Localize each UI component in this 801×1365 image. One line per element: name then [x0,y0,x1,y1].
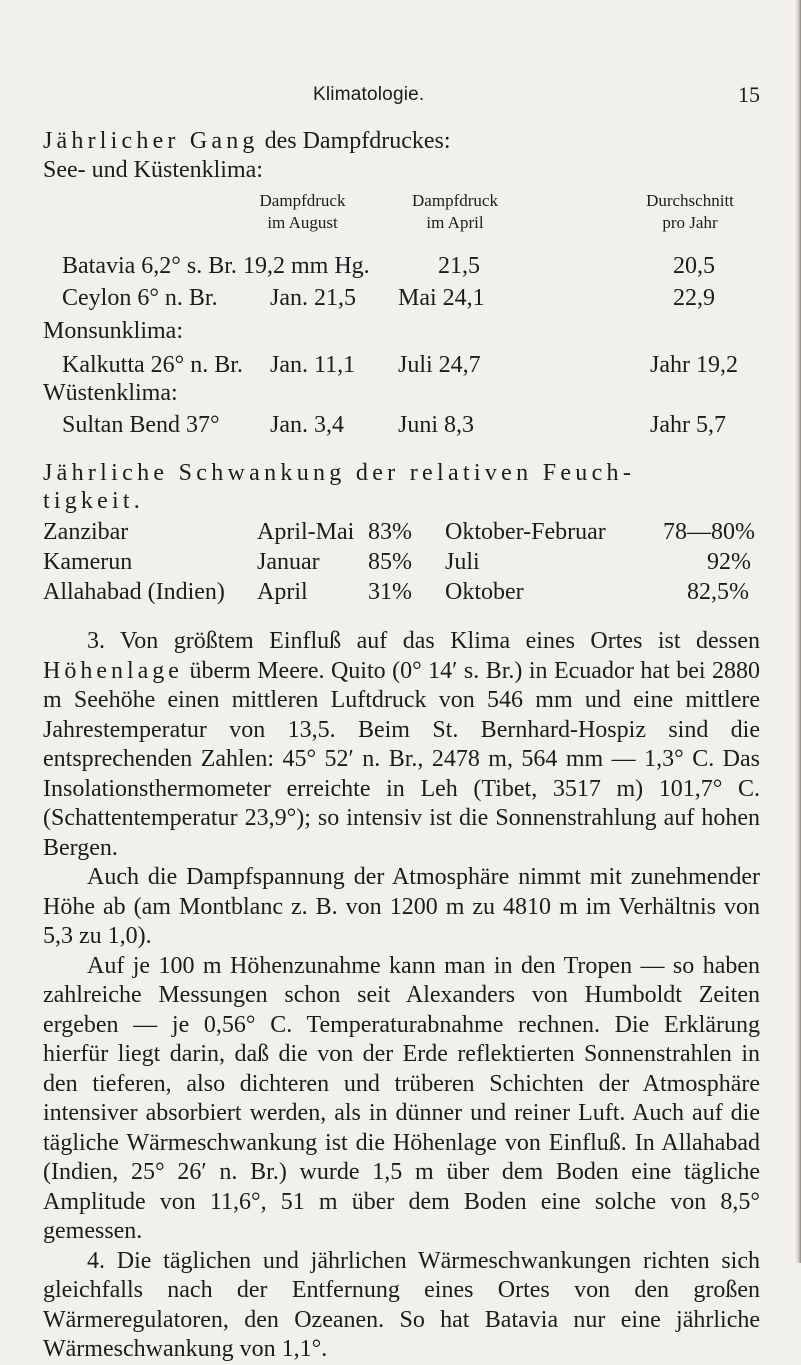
table-row-place: Ceylon 6° n. Br. [62,285,218,311]
body-text [43,627,760,1365]
table-row-place: Kalkutta 26° n. Br. [62,352,243,378]
section1-title [43,128,451,155]
table-cell: 22,9 [673,285,715,311]
table-cell: Jahr 5,7 [650,412,726,438]
table-cell: Jan. 21,5 [270,285,356,311]
section1-subtitle: See- und Küstenklima: [43,157,263,183]
group-label-desert: Wüstenklima: [43,380,178,406]
table-cell: Juli 24,7 [398,352,481,378]
table-cell: Jan. 3,4 [270,412,344,438]
humidity-month: Juli [445,549,480,575]
group-label-monsoon: Monsunklima: [43,318,184,344]
humidity-place: Allahabad (Indien) [43,579,225,605]
table-row-place: Batavia 6,2° s. Br. [62,253,237,279]
humidity-value: 78—80% [663,519,755,545]
paragraph-hoehenzunahme: Auf je 100 m Höhenzunahme kann man in den Tropen — so haben zahlreiche Messungen schon seit Alexanders von Humboldt Zeiten ergeben — je 0,56° C. Temperaturabnahme rechnen. Die Erklärung hierfür liegt darin, daß die von der Erde reflektierten Sonnenstrahlen in den tieferen, also dichteren und trüberen Schichten der Atmosphäre intensiver absorbiert werden, als in dünner und reiner Luft. Auch auf die tägliche Wärmeschwankung ist die Höhenlage von Einfluß. In Allahabad (Indien, 25° 26′ n. Br.) wurde 1,5 m über dem Boden eine tägliche Amplitude von 11,6°, 51 m über dem Boden eine solche von 8,5° gemessen. [43,952,760,1244]
humidity-month: April [257,579,308,605]
col-header-average: Durchschnitt pro Jahr [646,191,734,232]
humidity-value: 92% [707,549,751,575]
humidity-place: Kamerun [43,549,133,575]
table-row-place: Sultan Bend 37° [62,412,220,438]
humidity-month: April-Mai [257,519,355,545]
section1-title-rest: des Dampfdruckes: [264,128,451,154]
table-cell: 20,5 [673,253,715,279]
humidity-month: Oktober [445,579,524,605]
col-header-august: Dampfdruck im August [259,191,346,232]
col-header-april: Dampfdruck im April [412,191,498,232]
section2-title-line1: Jährliche Schwankung der relativen Feuch- [43,460,636,486]
humidity-month: Januar [257,549,320,575]
emphasis-hoehenlage: Höhenlage [43,657,183,684]
table-cell: Jan. 11,1 [270,352,356,378]
humidity-value: 82,5% [687,579,749,605]
table-cell: Mai 24,1 [398,285,485,311]
page-number: 15 [738,82,760,107]
page-edge-shadow [795,0,801,1263]
table-cell: 19,2 mm Hg. [243,253,370,279]
humidity-month: Oktober-Februar [445,519,606,545]
table-cell: Juni 8,3 [398,412,475,438]
humidity-value: 83% [368,519,412,545]
humidity-value: 31% [368,579,412,605]
paragraph-3: 3. Von größtem Einfluß auf das Klima eines Ortes ist dessen Höhenlage überm Meere. Quito (0° 14′ s. Br.) in Ecuador hat bei 2880 m Seehöhe einen mittleren Luftdruck von 546 mm und eine mittlere Jahrestemperatur von 13,5. Beim St. Bernhard-Hospiz sind die entsprechenden Zahlen: 45° 52′ n. Br., 2478 m, 564 mm — 1,3° C. Das Insolationsthermometer erreichte in Leh (Tibet, 3517 m) 101,7° C. (Schattentemperatur 23,9°); so intensiv ist die Sonnenstrahlung auf hohen Bergen. [43,628,760,861]
humidity-place: Zanzibar [43,519,129,545]
humidity-value: 85% [368,549,412,575]
section1-title-spaced: Jährlicher Gang [43,128,259,154]
table-cell: Jahr 19,2 [650,352,738,378]
paragraph-4: 4. Die täglichen und jährlichen Wärmeschwankungen richten sich gleichfalls nach der Entfernung eines Ortes von den großen Wärmeregulatoren, den Ozeanen. So hat Batavia nur eine jährliche Wärmeschwankung von 1,1°. [43,1247,760,1362]
paragraph-dampfspannung: Auch die Dampfspannung der Atmosphäre nimmt mit zunehmender Höhe ab (am Montblanc z. B. von 1200 m zu 4810 m im Verhältnis von 5,3 zu 1,0). [43,864,760,949]
section2-title-line2: tigkeit. [43,488,144,514]
running-head: Klimatologie. [313,84,425,105]
table-cell: 21,5 [438,253,480,279]
